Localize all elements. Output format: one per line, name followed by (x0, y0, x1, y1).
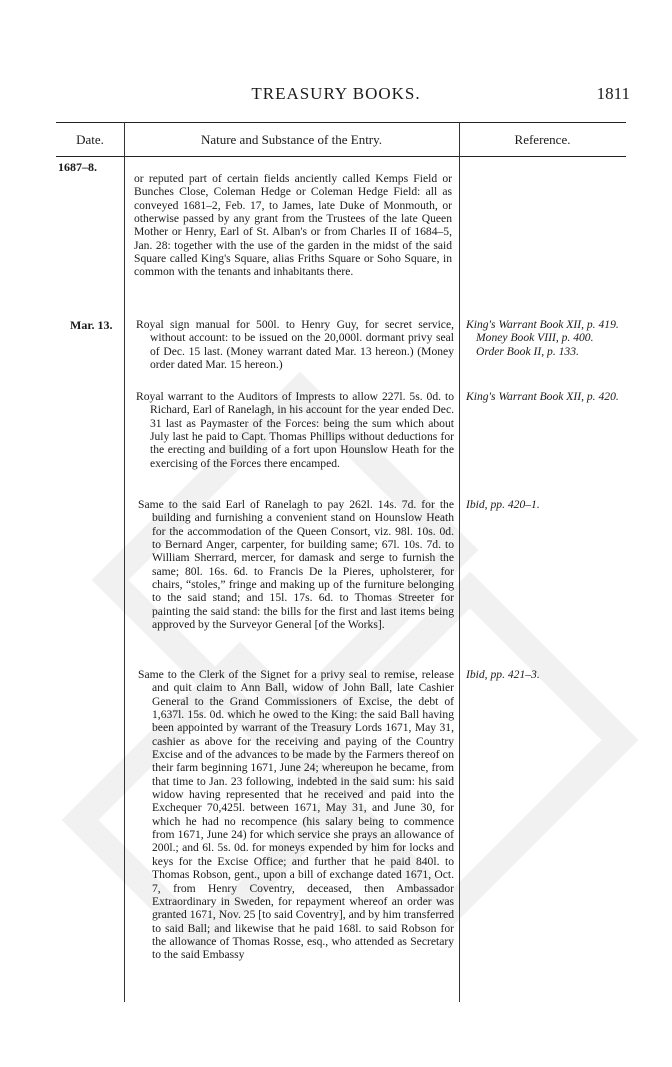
column-header-reference: Reference. (514, 132, 571, 147)
entry-reference (466, 318, 624, 358)
reference-text: King's Warrant Book XII, p. 419. Money Book VIII, p. 400. Order Book II, p. 133. (466, 318, 619, 358)
entry-text (136, 390, 454, 470)
reference-column-rule (459, 122, 460, 1002)
column-header-nature: Nature and Substance of the Entry. (200, 132, 383, 147)
page-number: 1811 (596, 84, 630, 103)
table-header-rule (56, 156, 626, 157)
date-column-rule (124, 122, 125, 1002)
entry-paragraph: Royal sign manual for 500l. to Henry Guy, for secret service, without account: to be issued on the 20,000l. dormant privy seal of Dec. 15 last. (Money warrant dated Mar. 13 hereon.) (Money order dated Mar. 15 hereon.) (136, 318, 454, 372)
page-header (0, 84, 672, 108)
entry-paragraph: Same to the said Earl of Ranelagh to pay 262l. 14s. 7d. for the building and furnishing a convenient stand on Hounslow Heath for the accommodation of the Queen Consort, viz. 98l. 10s. 0d. to Bernard Anger, carpenter, for building same; 67l. 10s. 7d. to William Sherrard, mercer, for damask and serge to furnish the same; 80l. 16s. 6d. to Francis De la Pieres, upholsterer, for chairs, “stoles,” fringe and making up of the furniture belonging to the said stand; and 15l. 17s. 6d. to Thomas Streeter for painting the said stand: the bills for the first and last items being approved by the Surveyor General [of the Works]. (138, 498, 454, 632)
reference-text: Ibid, pp. 421–3. (466, 668, 540, 681)
entry-reference (466, 498, 624, 511)
table-top-rule (56, 122, 626, 123)
reference-text: Ibid, pp. 420–1. (466, 498, 540, 511)
entry-paragraph: or reputed part of certain fields anciently called Kemps Field or Bunches Close, Coleman Hedge or Coleman Hedge Field: all as conveyed 1681–2, Feb. 17, to James, late Duke of Monmouth, or otherwise passed by any grant from the Trustees of the late Queen Mother or Henry, Earl of St. Alban's or from Charles II of 1684–5, Jan. 28: together with the use of the garden in the midst of the said Square called King's Square, alias Friths Square or Soho Square, in common with the tenants and inhabitants there. (134, 172, 452, 279)
column-header-date: Date. (76, 132, 104, 147)
entry-text (138, 668, 454, 962)
entry-date: 1687–8. (58, 160, 97, 174)
entry-text (134, 172, 452, 279)
running-title: TREASURY BOOKS. (251, 84, 421, 103)
entry-reference (466, 668, 624, 681)
entry-paragraph: Same to the Clerk of the Signet for a privy seal to remise, release and quit claim to Ann Ball, widow of John Ball, late Cashier General to the Grand Commissioners of Excise, the debt of 1,637l. 15s. 0d. which he owed to the King: the said Ball having been appointed by warrant of the Treasury Lords 1671, May 31, cashier as above for the receiving and paying of the Country Excise and of the advances to be made by the Farmers thereof on their farm beginning 1671, June 24; whereupon he became, from that time to Jan. 23 following, indebted in the said sum: his said widow having represented that he received and paid into the Exchequer 70,425l. between 1671, May 31, and June 30, for which he had no recompence (his salary being to commence from 1671, June 24) for which service she prays an allowance of 200l.; and 6l. 5s. 0d. for moneys expended by him for locks and keys for the Excise Office; and further that he paid 840l. to Thomas Robson, gent., upon a bill of exchange dated 1671, Oct. 7, from Henry Coventry, deceased, then Ambassador Extraordinary in Sweden, for repayment whereof an order was granted 1671, Nov. 25 [to said Coventry], and by him transferred to said Ball; and likewise that he paid 168l. to said Robson for the allowance of Thomas Rosse, esq., who attended as Secretary to the said Embassy (138, 668, 454, 962)
entry-date: Mar. 13. (70, 318, 113, 332)
reference-text: King's Warrant Book XII, p. 420. (466, 390, 619, 403)
entry-reference (466, 390, 624, 403)
entry-text (136, 318, 454, 371)
entry-text (138, 498, 454, 631)
entries-table (56, 122, 626, 1022)
entry-paragraph: Royal warrant to the Auditors of Imprests to allow 227l. 5s. 0d. to Richard, Earl of Ranelagh, in his account for the year ended Dec. 31 last as Paymaster of the Forces: being the sum which about July last he paid to Capt. Thomas Phillips without deductions for the erecting and building of a fort upon Hounslow Heath for the exercising of the Forces there encamped. (136, 390, 454, 470)
